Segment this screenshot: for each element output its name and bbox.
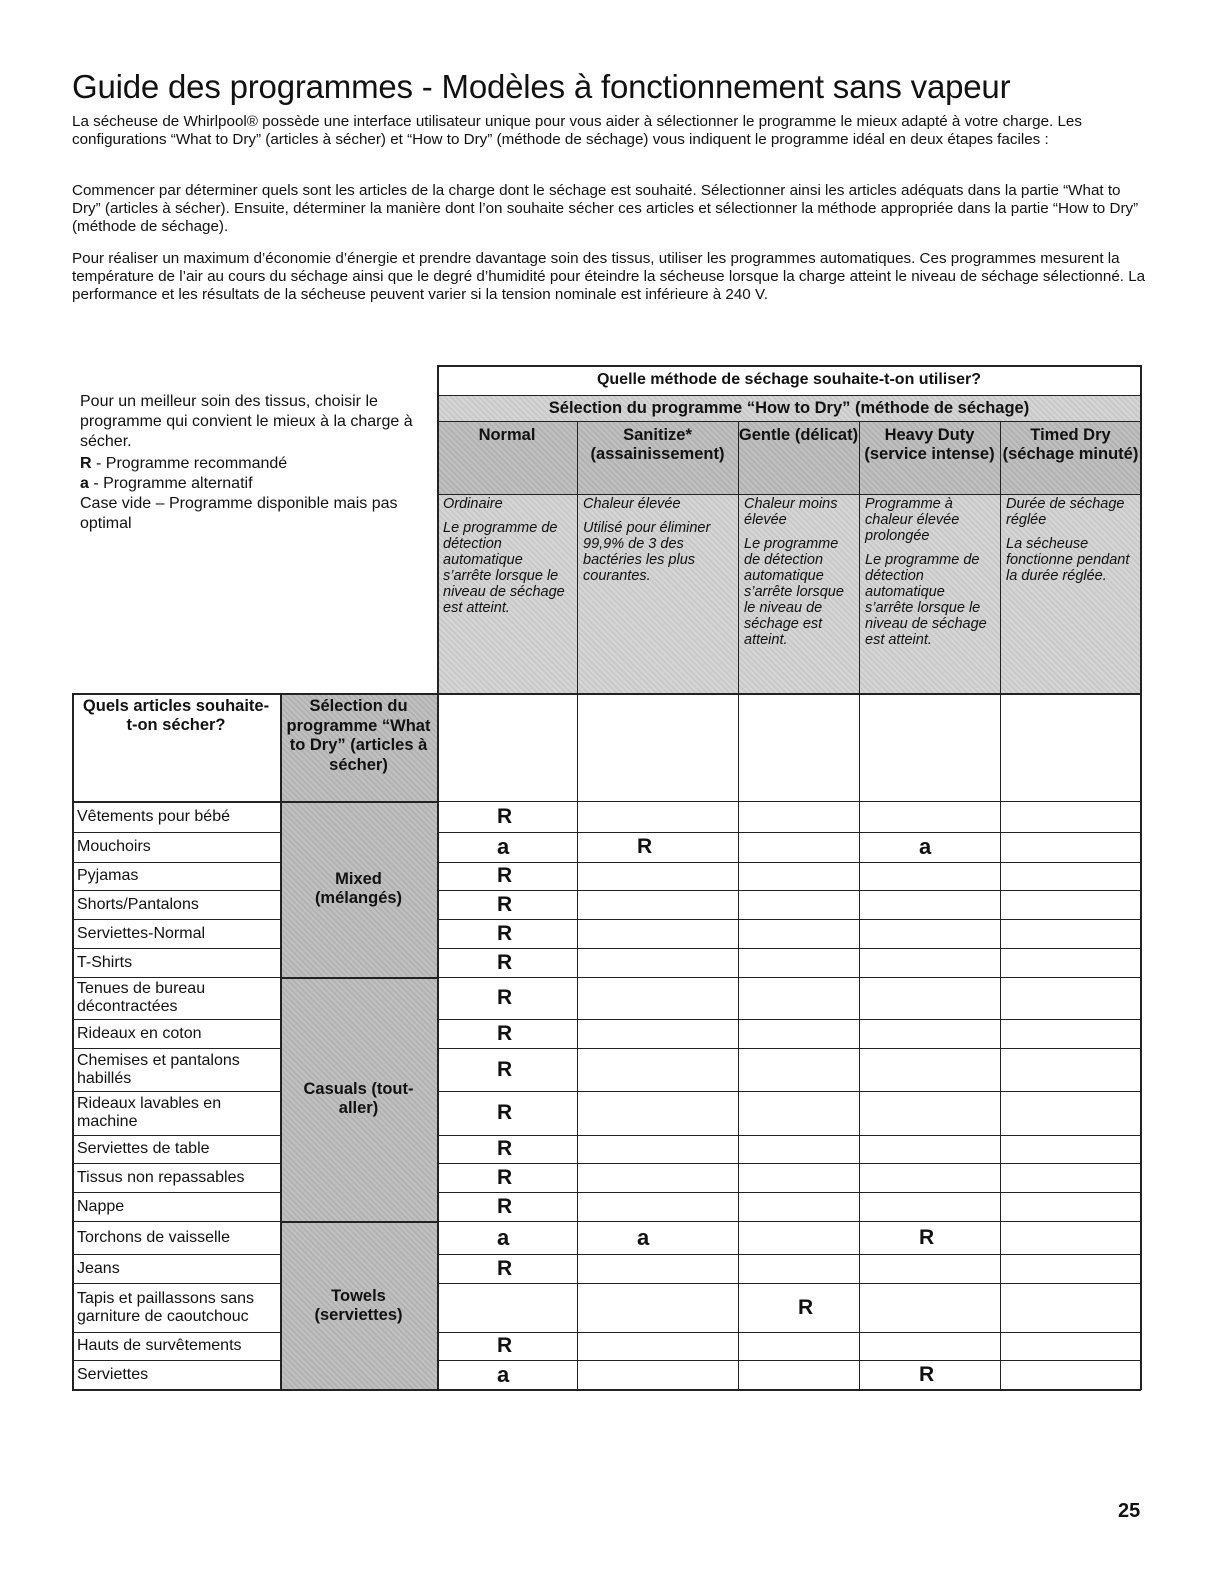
table-rule <box>437 862 1141 863</box>
table-rule <box>437 1163 1141 1164</box>
table-rule <box>72 1389 1141 1391</box>
table-rule <box>1000 421 1001 1390</box>
mark-recommended: R <box>497 1137 513 1160</box>
table-row-label: Chemises et pantalons habillés <box>77 1051 240 1087</box>
mark-recommended: R <box>497 921 513 945</box>
program-desc-line: Chaleur moins élevée <box>744 496 838 528</box>
legend-intro: Pour un meilleur soin des tissus, choisir le programme qui convient le mieux à la charge à sécher. <box>80 393 413 450</box>
table-rule <box>72 1091 280 1092</box>
mark-recommended: R <box>497 1057 513 1081</box>
table-rule <box>437 1192 1141 1193</box>
table-row-label: Torchons de vaisselle <box>77 1228 230 1246</box>
table-rule <box>437 494 1141 495</box>
group-label-2: Casuals (tout-aller) <box>303 1080 414 1117</box>
how-to-dry-header: Sélection du programme “How to Dry” (méthode de séchage) <box>548 398 1030 417</box>
legend <box>80 392 420 534</box>
program-desc-line <box>443 512 573 520</box>
table-row-label: Rideaux lavables en machine <box>77 1095 222 1130</box>
mark-recommended: R <box>497 1165 513 1189</box>
table-row-label: Vêtements pour bébé <box>77 807 230 825</box>
table-rule <box>72 801 437 803</box>
table-rule <box>72 1048 280 1049</box>
table-rule <box>72 919 280 920</box>
table-rule <box>72 890 280 891</box>
mark-recommended: R <box>497 1256 513 1280</box>
program-desc-line <box>583 512 734 520</box>
table-rule <box>859 421 860 1390</box>
table-rule <box>437 1283 1141 1284</box>
table-rule <box>437 801 1141 802</box>
mark-alternative: a <box>497 1362 510 1387</box>
program-desc-line: La sécheuse fonctionne pendant la durée réglée. <box>1006 536 1130 584</box>
table-rule <box>437 1048 1141 1049</box>
mark-recommended: R <box>497 950 513 974</box>
table-rule <box>72 1221 280 1222</box>
program-desc-line: Utilisé pour éliminer 99,9% de 3 des bactéries les plus courantes. <box>583 520 711 584</box>
table-rule <box>72 1163 280 1164</box>
program-desc-line: Le programme de détection automatique s’arrête lorsque le niveau de séchage est atteint. <box>443 520 565 616</box>
table-row-label: Nappe <box>77 1197 125 1215</box>
table-rule <box>437 421 1141 422</box>
table-rule <box>437 1360 1141 1361</box>
mark-recommended: R <box>497 864 513 887</box>
table-rule <box>577 421 578 1390</box>
table-row-label: Tapis et paillassons sans garniture de caoutchouc <box>77 1289 254 1325</box>
program-desc-line: Ordinaire <box>443 496 503 512</box>
program-name-5: Timed Dry (séchage minuté) <box>1002 426 1139 463</box>
what-to-dry-header: Sélection du programme “What to Dry” (articles à sécher) <box>286 697 431 774</box>
table-rule <box>72 693 1141 695</box>
table-row-label: Shorts/Pantalons <box>77 895 199 913</box>
mark-recommended: R <box>497 804 513 828</box>
table-rule <box>72 1254 280 1255</box>
table-row-label: Tissus non repassables <box>77 1168 245 1186</box>
table-rule <box>437 395 1141 396</box>
table-rule <box>437 1135 1141 1136</box>
table-rule <box>437 365 439 1390</box>
table-rule <box>280 977 437 979</box>
items-header: Quels articles souhaite-t-on sécher? <box>82 697 270 734</box>
table-rule <box>72 1135 280 1136</box>
table-row-label: Serviettes-Normal <box>77 924 206 942</box>
program-desc-2 <box>583 496 734 692</box>
table-rule <box>437 1221 1141 1222</box>
method-question-header: Quelle méthode de séchage souhaite-t-on utiliser? <box>596 371 982 388</box>
table-rule <box>72 1283 280 1284</box>
table-rule <box>437 948 1141 949</box>
intro-paragraph: La sécheuse de Whirlpool® possède une interface utilisateur unique pour vous aider à sélectionner le programme le mieux adapté à votre charge. Les configurations “What to Dry” (articles à sécher) et “How to Dry” (méthode de séchage) vous indiquent le programme idéal en deux étapes faciles : <box>72 113 1082 148</box>
table-rule <box>437 1091 1141 1092</box>
program-desc-line <box>865 544 996 552</box>
table-rule <box>437 832 1141 833</box>
table-rule <box>72 862 280 863</box>
mark-recommended: R <box>497 892 513 916</box>
table-rule <box>72 1192 280 1193</box>
table-rule <box>72 832 280 833</box>
mark-recommended: R <box>798 1295 814 1319</box>
mark-alternative: a <box>919 834 932 859</box>
table-rule <box>72 1019 280 1020</box>
mark-recommended: R <box>497 1334 513 1357</box>
table-rule <box>280 693 282 1390</box>
table-rule <box>72 693 74 1390</box>
page-number: 25 <box>1118 1500 1141 1522</box>
table-row-label: Serviettes <box>77 1366 149 1383</box>
table-rule <box>1140 365 1142 1390</box>
table-rule <box>72 977 280 978</box>
table-row-label: Rideaux en coton <box>77 1024 202 1042</box>
table-rule <box>437 890 1141 891</box>
table-row-label: Pyjamas <box>77 867 139 884</box>
table-rule <box>437 1019 1141 1020</box>
table-rule <box>72 1332 280 1333</box>
mark-recommended: R <box>919 1363 935 1386</box>
page-title: Guide des programmes - Modèles à fonctionnement sans vapeur <box>72 68 1011 105</box>
table-rule <box>437 977 1141 978</box>
table-row-label: T-Shirts <box>77 953 133 971</box>
table-row-label: Jeans <box>77 1259 120 1277</box>
mark-recommended: R <box>497 1101 513 1124</box>
legend-empty: Case vide – Programme disponible mais pas optimal <box>80 495 398 532</box>
program-desc-line: Chaleur élevée <box>583 496 681 512</box>
program-desc-line <box>744 528 855 536</box>
mark-recommended: R <box>497 1194 513 1218</box>
table-row-label: Tenues de bureau décontractées <box>77 980 206 1015</box>
group-label-1: Mixed (mélangés) <box>314 870 403 907</box>
group-label-3: Towels (serviettes) <box>314 1286 403 1324</box>
program-desc-3 <box>744 496 855 692</box>
energy-paragraph: Pour réaliser un maximum d’économie d’énergie et prendre davantage soin des tissus, utiliser les programmes automatiques. Ces programmes mesurent la température de l’air au cours du séchage ainsi que le degré d’humidité pour éteindre la sécheuse lorsque la charge atteint le niveau de séchage sélectionné. La performance et les résultats de la sécheuse peuvent varier si la tension nominale est inférieure à 240 V. <box>72 250 1146 303</box>
program-desc-line: Le programme de détection automatique s’arrête lorsque le niveau de séchage est atteint. <box>865 552 987 648</box>
table-row-label: Serviettes de table <box>77 1140 210 1157</box>
program-desc-1 <box>443 496 573 692</box>
legend-alternative: a - Programme alternatif <box>80 475 253 492</box>
table-rule <box>437 919 1141 920</box>
table-rule <box>437 1254 1141 1255</box>
mark-alternative: a <box>497 1224 510 1250</box>
mark-recommended: R <box>919 1225 935 1249</box>
program-name-3: Gentle (délicat) <box>738 426 859 444</box>
program-name-1: Normal <box>478 426 536 444</box>
mark-alternative: a <box>637 1224 650 1250</box>
program-desc-line: Le programme de détection automatique s’arrête lorsque le niveau de séchage est atteint. <box>744 536 844 648</box>
program-name-2: Sanitize* (assainissement) <box>590 426 725 463</box>
program-desc-4 <box>865 496 996 692</box>
table-rule <box>72 1360 280 1361</box>
legend-recommended: R - Programme recommandé <box>80 455 288 472</box>
table-row-label: Mouchoirs <box>77 838 151 855</box>
program-desc-line: Durée de séchage réglée <box>1006 496 1125 528</box>
program-name-4: Heavy Duty (service intense) <box>864 426 995 463</box>
table-row-label: Hauts de survêtements <box>77 1337 242 1354</box>
table-rule <box>437 365 1141 367</box>
mark-alternative: a <box>497 834 510 859</box>
mark-recommended: R <box>637 835 653 858</box>
table-rule <box>437 1332 1141 1333</box>
table-rule <box>738 421 739 1390</box>
program-desc-5 <box>1006 496 1137 692</box>
program-desc-line <box>1006 528 1137 536</box>
table-rule <box>280 1221 437 1223</box>
mark-recommended: R <box>497 1021 513 1045</box>
program-desc-line: Programme à chaleur élevée prolongée <box>865 496 960 544</box>
mark-recommended: R <box>497 986 513 1009</box>
table-rule <box>72 948 280 949</box>
instructions-paragraph: Commencer par déterminer quels sont les articles de la charge dont le séchage est souhaité. Sélectionner ainsi les articles adéquats dans la partie “What to Dry” (articles à sécher). Ensuite, déterminer la manière dont l’on souhaite sécher ces articles et sélectionner la méthode appropriée dans la partie “How to Dry” (méthode de séchage). <box>72 182 1139 235</box>
